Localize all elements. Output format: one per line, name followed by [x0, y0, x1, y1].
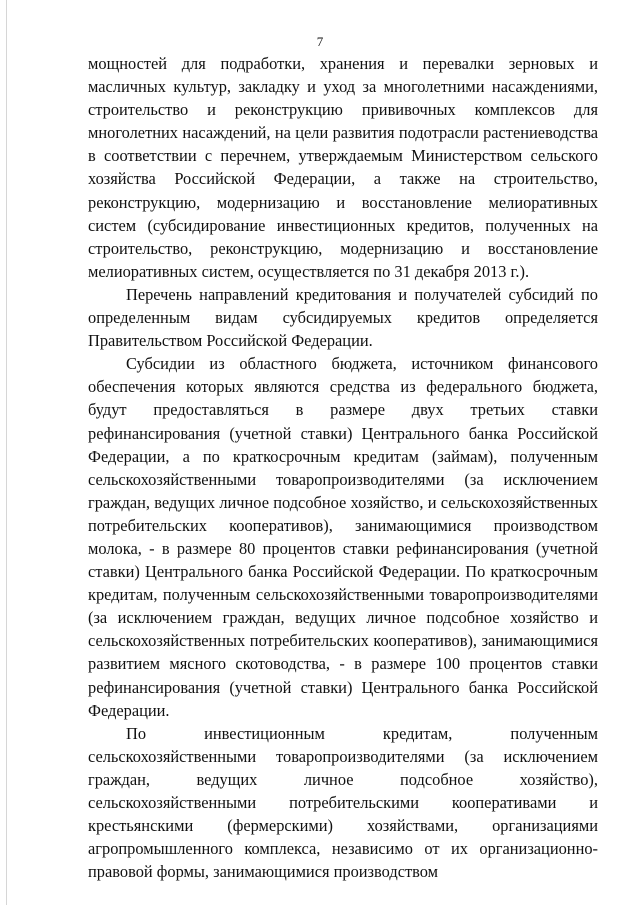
paragraph-4: По инвестиционным кредитам, полученным сельскохозяйственными товаропроизводителями (за исключением граждан, ведущих личное подсобное хозяйство), сельскохозяйственными потребительскими кооперативами и крестьянскими (фермерскими) хозяйствами, организациями агропромышленного комплекса, независимо от их организационно-правовой формы, занимающимися производством: [88, 723, 598, 882]
scan-edge-line: [6, 0, 7, 905]
paragraph-3: Субсидии из областного бюджета, источником финансового обеспечения которых являются средства из федерального бюджета, будут предоставляться в размере двух третьих ставки рефинансирования (учетной ставки) Центрального банка Российской Федерации, а по краткосрочным кредитам (займам), полученным сельскохозяйственными товаропроизводителями (за исключением граждан, ведущих личное подсобное хозяйство, и сельскохозяйственных потребительских кооперативов), занимающимися производством молока, - в размере 80 процентов ставки рефинансирования (учетной ставки) Центрального банка Российской Федерации. По краткосрочным кредитам, полученным сельскохозяйственными товаропроизводителями (за исключением граждан, ведущих личное подсобное хозяйство и сельскохозяйственных потребительских кооперативов), занимающимися развитием мясного скотоводства, - в размере 100 процентов ставки рефинансирования (учетной ставки) Центрального банка Российской Федерации.: [88, 354, 598, 720]
page-number: 7: [316, 34, 324, 49]
paragraph-2: Перечень направлений кредитования и получателей субсидий по определенным видам субсидируемых кредитов определяется Правительством Российской Федерации.: [88, 284, 598, 351]
document-body: [88, 52, 598, 883]
paragraph-1: мощностей для подработки, хранения и перевалки зерновых и масличных культур, закладку и уход за многолетними насаждениями, строительство и реконструкцию прививочных комплексов для многолетних насаждений, на цели развития подотрасли растениеводства в соответствии с перечнем, утверждаемым Министерством сельского хозяйства Российской Федерации, а также на строительство, реконструкцию, модернизацию и восстановление мелиоративных систем (субсидирование инвестиционных кредитов, полученных на строительство, реконструкцию, модернизацию и восстановление мелиоративных систем, осуществляется по 31 декабря 2013 г.).: [88, 54, 598, 281]
